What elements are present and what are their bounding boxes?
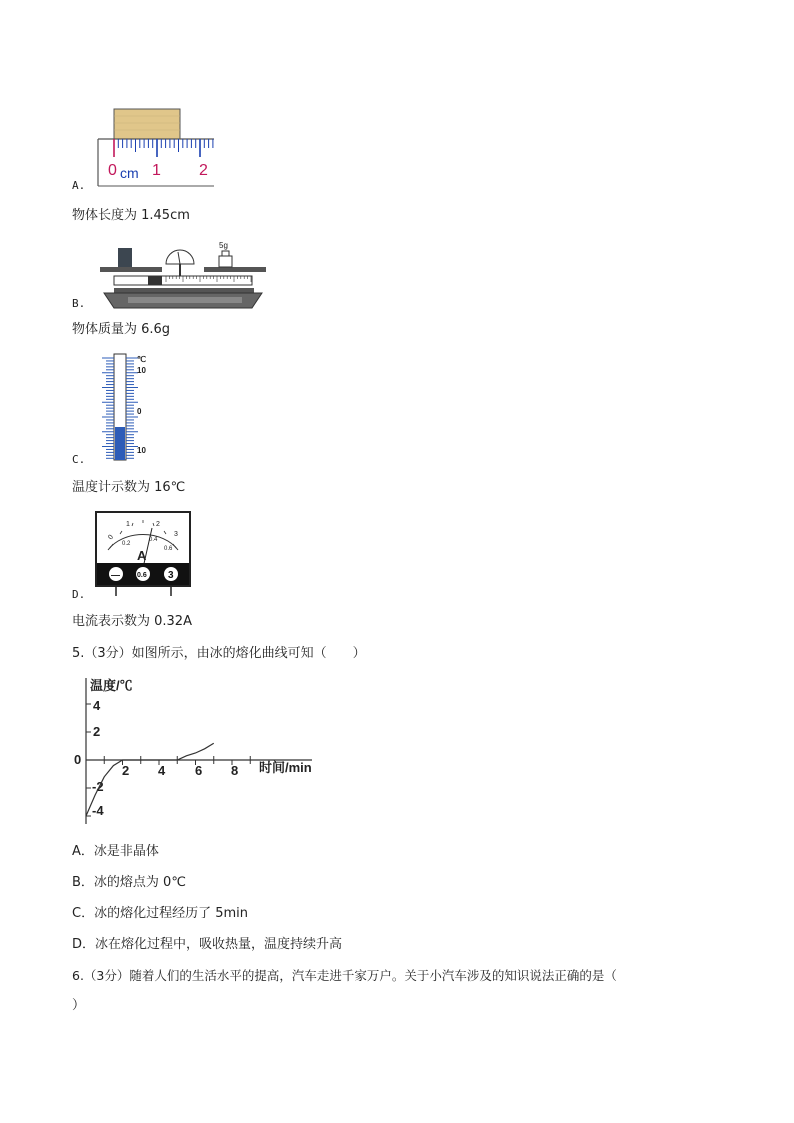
dial-label-04: 0.4 bbox=[149, 537, 158, 543]
balance-object bbox=[118, 248, 132, 268]
question-5-stem: 5.（3分）如图所示，由冰的熔化曲线可知（ ） bbox=[72, 646, 366, 661]
question-5-option-d: D．冰在熔化过程中，吸收热量，温度持续升高 bbox=[72, 937, 343, 952]
weight-5g bbox=[219, 256, 232, 267]
ruler-label-0: 0 bbox=[108, 162, 117, 179]
option-d-caption: 电流表示数为 0.32A bbox=[72, 614, 192, 629]
thermometer-unit: ℃ bbox=[137, 355, 146, 364]
liquid-column bbox=[115, 427, 125, 460]
ruler-label-cm: cm bbox=[120, 165, 139, 181]
melting-curve-line bbox=[86, 743, 214, 816]
thermometer-label-10-top: 10 bbox=[137, 366, 146, 375]
dial-label-3: 3 bbox=[174, 531, 178, 538]
thermometer-label-0: 0 bbox=[137, 407, 142, 416]
dial-label-2: 2 bbox=[156, 521, 160, 528]
balance-figure bbox=[96, 236, 276, 312]
dial-label-02: 0.2 bbox=[122, 541, 131, 547]
dial-label-06: 0.6 bbox=[164, 546, 173, 552]
chart-series bbox=[86, 743, 214, 816]
y-axis-label: 温度/℃ bbox=[90, 678, 133, 693]
ammeter-unit: A bbox=[137, 548, 147, 563]
question-6-stem-line2: ） bbox=[72, 998, 86, 1013]
x-tick-label-8: 8 bbox=[231, 763, 239, 778]
ruler-label-2: 2 bbox=[199, 162, 208, 179]
thermometer-label-10-bottom: 10 bbox=[137, 446, 146, 455]
terminal-3: 3 bbox=[168, 570, 174, 581]
question-5-option-c: C．冰的熔化过程经历了 5min bbox=[72, 906, 248, 921]
option-b-caption: 物体质量为 6.6g bbox=[72, 322, 171, 337]
x-tick-label-0: 0 bbox=[74, 752, 82, 767]
weight-label: 5g bbox=[219, 241, 228, 250]
question-5-option-a: A．冰是非晶体 bbox=[72, 844, 159, 859]
terminal-negative: — bbox=[111, 570, 120, 580]
option-c-caption: 温度计示数为 16℃ bbox=[72, 480, 186, 495]
option-c-letter: C. bbox=[72, 453, 86, 466]
option-d-letter: D. bbox=[72, 588, 86, 601]
question-5-option-b: B．冰的熔点为 0℃ bbox=[72, 875, 186, 890]
option-a-caption: 物体长度为 1.45cm bbox=[72, 208, 190, 223]
dial-label-0: 0 bbox=[107, 533, 116, 542]
ruler-ticks bbox=[114, 139, 213, 157]
melting-curve-chart bbox=[72, 674, 332, 828]
option-b-letter: B. bbox=[72, 297, 86, 310]
terminal-06: 0.6 bbox=[137, 572, 147, 579]
ammeter-figure bbox=[94, 510, 194, 596]
x-axis-label: 时间/min bbox=[259, 760, 312, 775]
ruler-label-1: 1 bbox=[152, 162, 161, 179]
x-tick-label-6: 6 bbox=[195, 763, 203, 778]
x-tick-label-2: 2 bbox=[122, 763, 130, 778]
x-tick-label-4: 4 bbox=[158, 763, 166, 778]
y-tick-label-neg4: -4 bbox=[92, 803, 104, 818]
y-tick-label-neg2: -2 bbox=[92, 779, 104, 794]
dial-label-1: 1 bbox=[126, 521, 130, 528]
wood-block bbox=[114, 109, 180, 139]
ruler-figure bbox=[96, 108, 218, 188]
option-a-letter: A. bbox=[72, 179, 86, 192]
y-tick-label-2: 2 bbox=[93, 724, 101, 739]
question-6-stem-line1: 6.（3分）随着人们的生活水平的提高，汽车走进千家万户。关于小汽车涉及的知识说法正确的是（ bbox=[72, 968, 617, 983]
y-tick-label-4: 4 bbox=[93, 698, 101, 713]
thermometer-figure bbox=[98, 352, 158, 464]
